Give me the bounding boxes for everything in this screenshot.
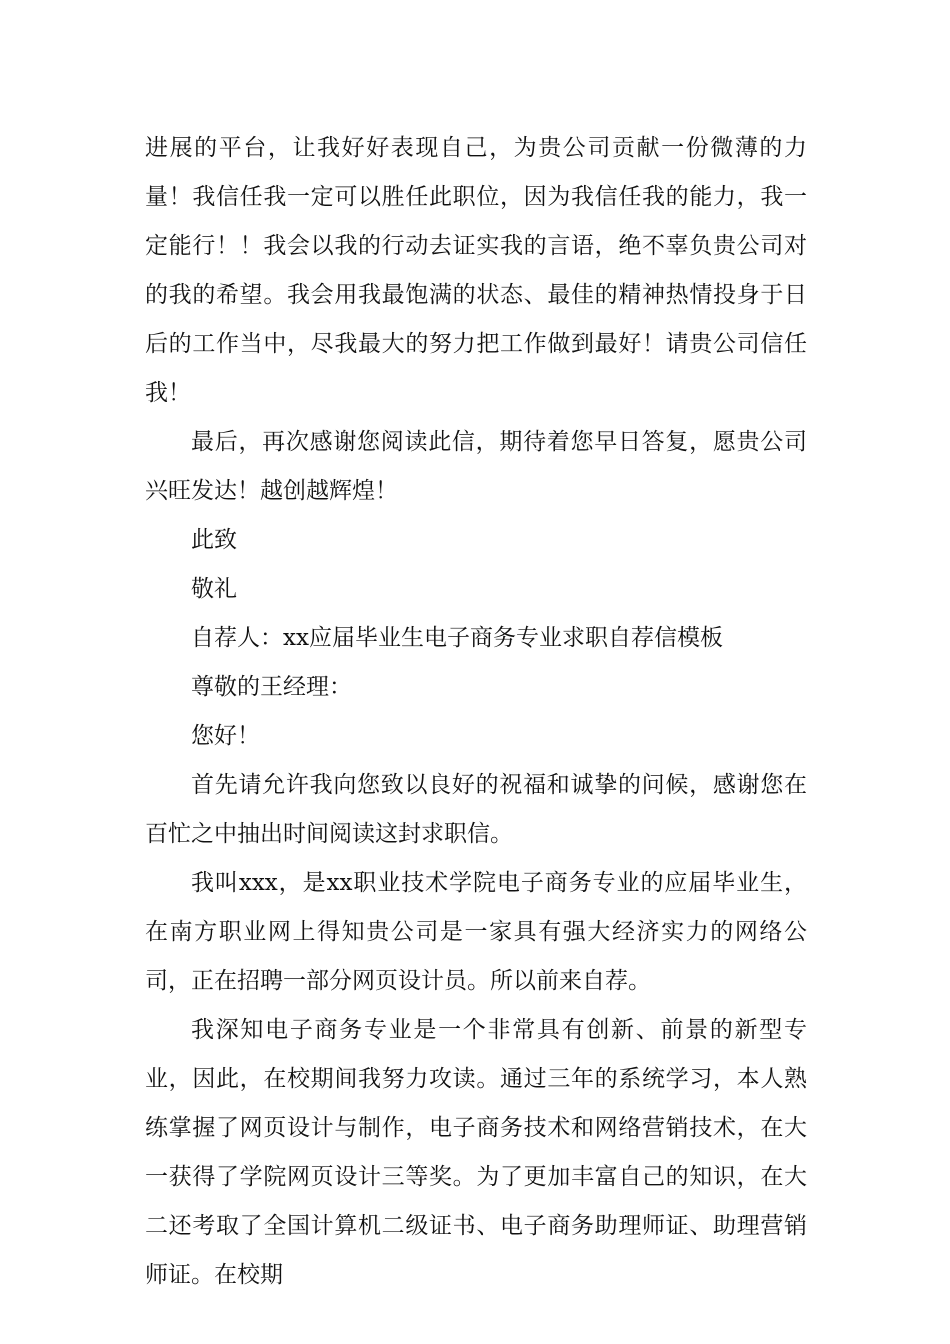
paragraph-opening: 首先请允许我向您致以良好的祝福和诚挚的问候，感谢您在百忙之中抽出时间阅读这封求职信。 [145,772,807,847]
paragraph-qualifications: 我深知电子商务专业是一个非常具有创新、前景的新型专业，因此，在校期间我努力攻读。通过三年的系统学习，本人熟练掌握了网页设计与制作，电子商务技术和网络营销技术，在大一获得了学院网页设计三等奖。为了更加丰富自己的知识，在大二还考取了全国计算机二级证书、电子商务助理师证、助理营销师证。在校期 [145,1017,807,1288]
salutation-jingli: 敬礼 [191,576,237,602]
salutation-cizhi: 此致 [191,527,237,553]
paragraph-introduction: 我叫xxx，是xx职业技术学院电子商务专业的应届毕业生，在南方职业网上得知贵公司是一家具有强大经济实力的网络公司，正在招聘一部分网页设计员。所以前来自荐。 [145,870,807,994]
paragraph-continuation: 进展的平台，让我好好表现自己，为贵公司贡献一份微薄的力量！我信任我一定可以胜任此职位，因为我信任我的能力，我一定能行！！我会以我的行动去证实我的言语，绝不辜负贵公司对的我的希望。我会用我最饱满的状态、最佳的精神热情投身于日后的工作当中，尽我最大的努力把工作做到最好！请贵公司信任我！ [145,135,807,406]
letter-hello: 您好！ [191,723,260,749]
signature-line: 自荐人：xx应届毕业生电子商务专业求职自荐信模板 [191,625,723,651]
paragraph-closing-thanks: 最后，再次感谢您阅读此信，期待着您早日答复，愿贵公司兴旺发达！越创越辉煌！ [145,429,807,504]
letter-body [145,124,807,1300]
letter-greeting: 尊敬的王经理： [191,674,352,700]
